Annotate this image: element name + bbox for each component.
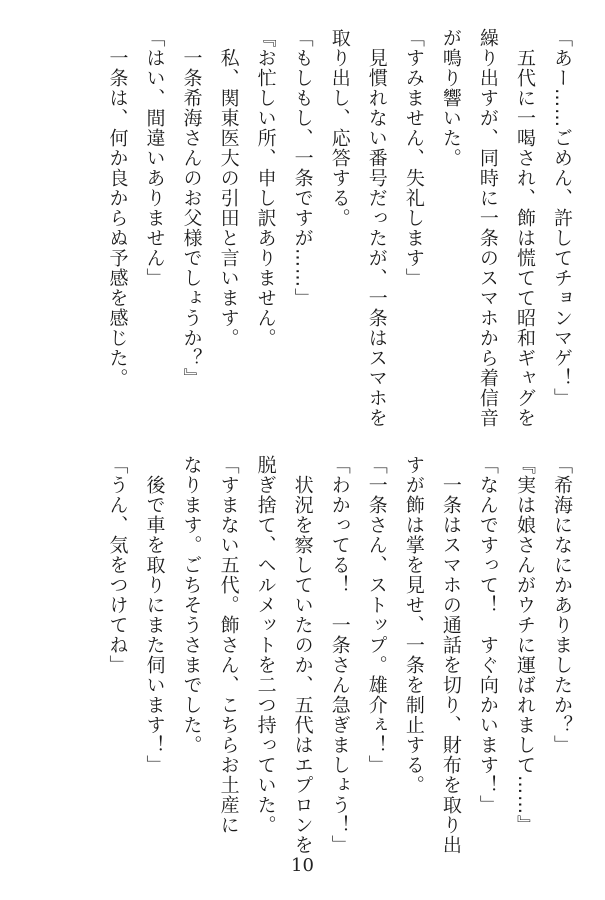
text-line: 「あー……ごめん、許してチョンマゲ！」 xyxy=(551,28,573,408)
text-line: 「なんですって！ すぐ向かいます！」 xyxy=(476,455,499,815)
text-line: 一条は、何か良からぬ予感を感じた。 xyxy=(106,28,129,388)
page-number: 10 xyxy=(291,855,314,876)
text-line: 五代に一喝され、飾は慌てて昭和ギャグを xyxy=(513,28,536,428)
text-line: 見慣れない番号だったが、一条はスマホを xyxy=(365,28,388,428)
text-line: 脱ぎ捨て、ヘルメットを二つ持っていた。 xyxy=(254,455,277,835)
text-line: 取り出し、応答する。 xyxy=(328,28,351,228)
text-line: 「希海になにかありましたか？」 xyxy=(551,455,573,755)
text-line: 『お忙しい所、申し訳ありません。 xyxy=(254,28,277,348)
text-line: すが飾は掌を見せ、一条を制止する。 xyxy=(402,455,425,795)
text-line: 「すまない五代。飾さん、こちらお土産に xyxy=(217,455,240,835)
text-line: 繰り出すが、同時に一条のスマホから着信音 xyxy=(476,28,499,428)
text-line: 「はい、間違いありません」 xyxy=(143,28,166,288)
text-line: 一条はスマホの通話を切り、財布を取り出 xyxy=(439,455,462,855)
text-line: 『実は娘さんがウチに運ばれまして……』 xyxy=(513,455,536,835)
text-line: 私、関東医大の引田と言います。 xyxy=(217,28,240,348)
text-line: 状況を察していたのか、五代はエプロンを xyxy=(291,455,314,855)
text-line: なります。ごちそうさまでした。 xyxy=(180,455,203,755)
text-line: 後で車を取りにまた伺います！」 xyxy=(143,455,166,775)
text-line: 「すみません、失礼します」 xyxy=(402,28,425,288)
text-line: 「もしもし、一条ですが……」 xyxy=(291,28,314,308)
text-line: 一条希海さんのお父様でしょうか？』 xyxy=(180,28,203,388)
upper-text-block xyxy=(40,28,580,428)
lower-text-block xyxy=(40,455,580,855)
text-line: が鳴り響いた。 xyxy=(439,28,462,168)
text-line: 「うん、気をつけてね」 xyxy=(106,455,129,675)
text-line: 「わかってる！ 一条さん急ぎましょう！」 xyxy=(328,455,351,855)
text-line: 「一条さん、ストップ。雄介ぇ！」 xyxy=(365,455,388,775)
